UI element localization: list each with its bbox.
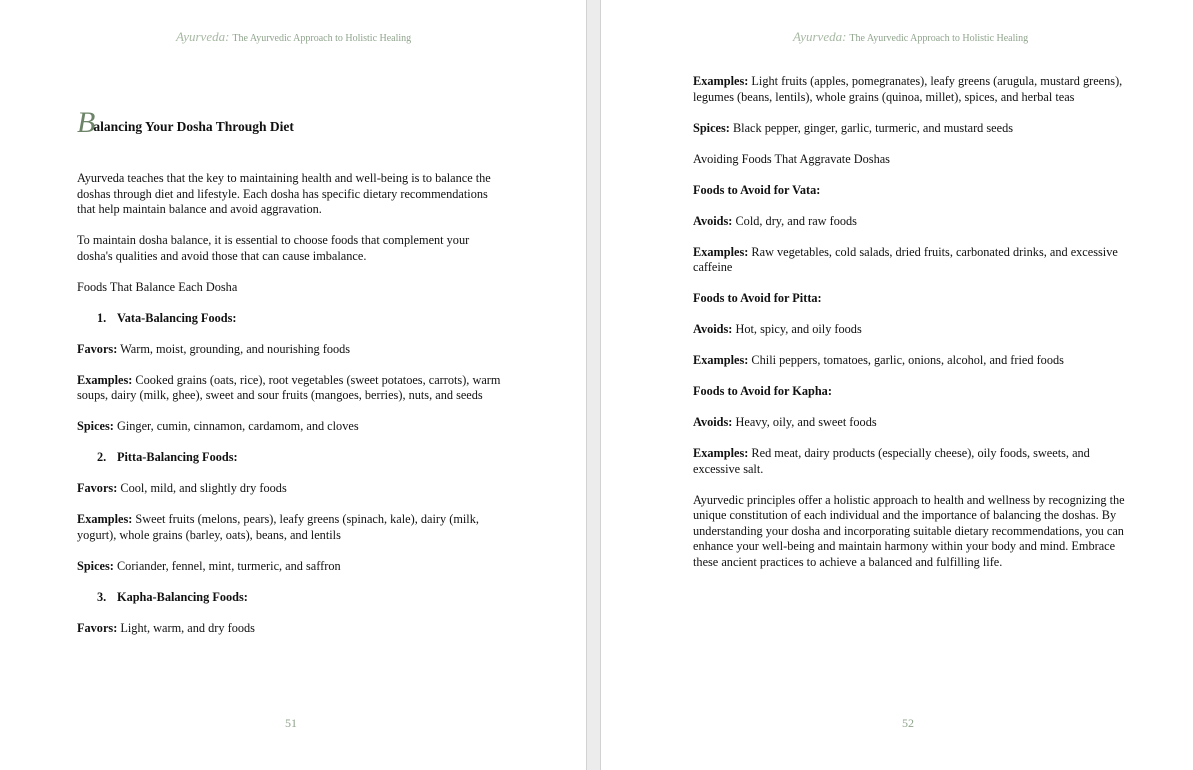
favors-text: Cool, mild, and slightly dry foods [120,481,287,495]
favors-line [77,342,507,358]
list-number: 1. [97,310,107,325]
spices-text: Coriander, fennel, mint, turmeric, and saffron [116,558,341,573]
examples-line [693,353,1133,369]
list-number: 3. [97,589,107,604]
avoid-heading-vata [693,183,1133,199]
favors-label: Favors: [77,341,118,356]
examples-line [77,512,507,543]
examples-label: Examples: [693,244,749,259]
avoids-text: Cold, dry, and raw foods [735,213,857,228]
examples-label: Examples: [77,512,133,526]
page-51 [0,0,586,770]
favors-label: Favors: [77,620,118,635]
avoid-heading-text: Foods to Avoid for Pitta: [693,291,822,305]
list-heading-pitta [77,450,507,466]
list-heading-text: Pitta-Balancing Foods: [117,450,238,464]
examples-text: Cooked grains (oats, rice), root vegetables (sweet potatoes, carrots), warm soups, dairy (milk, ghee), sweet and sour fruits (mangoes, berries), nuts, and seeds [77,372,501,402]
chapter-title-text: alancing Your Dosha Through Diet [93,119,294,134]
spices-line [693,121,1133,137]
avoids-label: Avoids: [693,213,733,228]
header-subtitle: The Ayurvedic Approach to Holistic Healing [232,33,412,44]
examples-line [77,373,507,404]
examples-label: Examples: [693,446,749,460]
page-52 [601,0,1193,770]
list-heading-vata [77,311,507,327]
spices-label: Spices: [693,120,730,135]
spices-line [77,419,507,435]
running-header [793,29,1028,45]
avoids-line [693,415,1133,431]
spices-label: Spices: [77,558,114,573]
favors-line [77,481,507,497]
page-gutter [586,0,601,770]
favors-label: Favors: [77,481,118,495]
page-number: 51 [285,716,297,730]
spices-label: Spices: [77,419,114,433]
page-body [77,108,507,652]
examples-text: Sweet fruits (melons, pears), leafy greens (spinach, kale), dairy (milk, yogurt), whole grains (barley, oats), beans, and lentils [77,512,479,542]
examples-label: Examples: [693,74,749,88]
drop-cap: B [77,106,96,139]
spices-line [77,559,507,575]
list-heading-text: Kapha-Balancing Foods: [117,589,248,604]
running-header [176,29,411,45]
examples-label: Examples: [77,372,133,387]
page-number: 52 [902,716,914,730]
avoids-line [693,322,1133,338]
examples-line [693,74,1133,105]
examples-text: Light fruits (apples, pomegranates), leafy greens (arugula, mustard greens), legumes (beans, lentils), whole grains (quinoa, millet), spices, and herbal teas [693,74,1123,104]
examples-text: Raw vegetables, cold salads, dried fruits, carbonated drinks, and excessive caffeine [693,244,1118,274]
list-number: 2. [97,450,107,464]
conclusion-paragraph: Ayurvedic principles offer a holistic approach to health and wellness by recognizing the unique constitution of each individual and the importance of balancing the doshas. By understanding your dosha and incorporating suitable dietary recommendations, you can enhance your well-being and maintain harmony within your body and mind. Embrace these ancient practices to achieve a balanced and fulfilling life. [693,492,1125,569]
spices-text: Ginger, cumin, cinnamon, cardamom, and cloves [116,419,359,433]
avoids-text: Heavy, oily, and sweet foods [735,415,877,429]
header-brand: Ayurveda: [793,29,847,44]
avoid-heading-text: Foods to Avoid for Kapha: [693,384,832,398]
header-brand: Ayurveda: [176,29,230,44]
list-heading-text: Vata-Balancing Foods: [117,310,237,325]
intro-paragraph: Ayurveda teaches that the key to maintaining health and well-being is to balance the doshas through diet and lifestyle. Each dosha has specific dietary recommendations that help maintain balance and avoid aggravation. [77,171,491,216]
avoids-label: Avoids: [693,415,733,429]
avoids-label: Avoids: [693,322,733,336]
avoid-heading-kapha [693,384,1133,400]
avoids-text: Hot, spicy, and oily foods [735,322,862,336]
avoid-heading-text: Foods to Avoid for Vata: [693,182,821,197]
intro-paragraph: To maintain dosha balance, it is essential to choose foods that complement your dosha's qualities and avoid those that can cause imbalance. [77,233,470,263]
examples-label: Examples: [693,353,749,367]
examples-line [693,446,1133,477]
examples-text: Chili peppers, tomatoes, garlic, onions, alcohol, and fried foods [751,353,1064,367]
page-body [693,74,1133,586]
favors-text: Light, warm, and dry foods [120,620,255,635]
favors-line [77,621,507,637]
chapter-title [77,108,507,142]
list-heading-kapha [77,590,507,606]
favors-text: Warm, moist, grounding, and nourishing foods [120,341,351,356]
header-subtitle: The Ayurvedic Approach to Holistic Healing [849,33,1029,44]
examples-text: Red meat, dairy products (especially cheese), oily foods, sweets, and excessive salt. [693,446,1090,476]
section-heading: Avoiding Foods That Aggravate Doshas [693,151,890,166]
section-heading: Foods That Balance Each Dosha [77,279,238,294]
examples-line [693,245,1133,276]
avoids-line [693,214,1133,230]
avoid-heading-pitta [693,291,1133,307]
spices-text: Black pepper, ginger, garlic, turmeric, and mustard seeds [732,120,1014,135]
